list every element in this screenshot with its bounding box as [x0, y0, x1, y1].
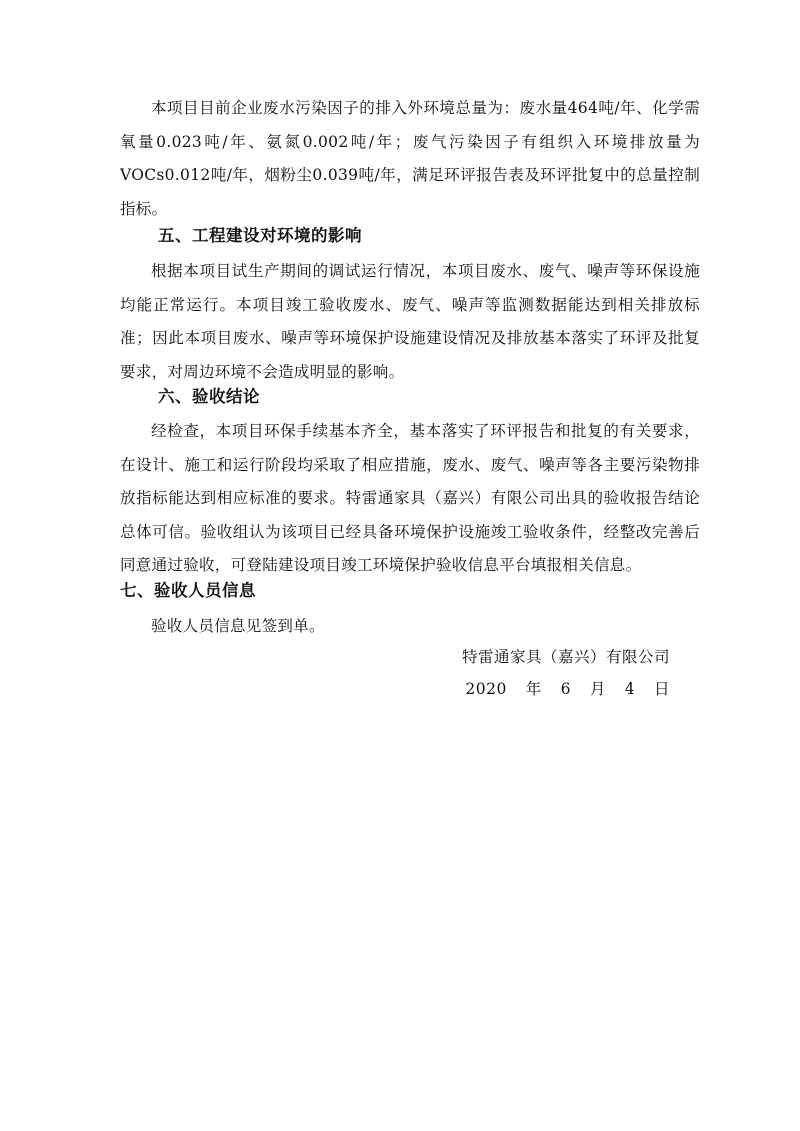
paragraph-emission-totals: 本项目目前企业废水污染因子的排入外环境总量为：废水量464吨/年、化学需氧量0.023吨/年、氨氮0.002吨/年；废气污染因子有组织入环境排放量为VOCs0.012吨/年，烟粉尘0.039吨/年，满足环评报告表及环评批复中的总量控制指标。 — [120, 99, 700, 218]
paragraph-section-5: 根据本项目试生产期间的调试运行情况，本项目废水、废气、噪声等环保设施均能正常运行。本项目竣工验收废水、废气、噪声等监测数据能达到相关排放标准；因此本项目废水、噪声等环境保护设施建设情况及排放基本落实了环评及批复要求，对周边环境不会造成明显的影响。 — [120, 262, 700, 381]
signature-date — [465, 677, 670, 701]
paragraph-section-6: 经检查，本项目环保手续基本齐全，基本落实了环评报告和批复的有关要求，在设计、施工和运行阶段均采取了相应措施，废水、废气、噪声等各主要污染物排放指标能达到相应标准的要求。特雷通家具（嘉兴）有限公司出具的验收报告结论总体可信。验收组认为该项目已经具备环境保护设施竣工验收条件，经整改完善后同意通过验收，可登陆建设项目竣工环境保护验收信息平台填报相关信息。 — [120, 422, 700, 574]
signature-company: 特雷通家具（嘉兴）有限公司 — [461, 648, 670, 666]
date-month: 6 — [560, 680, 571, 698]
section-heading-6: 六、验收结论 — [158, 387, 260, 406]
date-day-unit: 日 — [653, 680, 670, 698]
date-year-unit: 年 — [525, 680, 542, 698]
date-day: 4 — [624, 680, 636, 698]
paragraph-section-7: 验收人员信息见签到单。 — [151, 617, 325, 635]
section-heading-5: 五、工程建设对环境的影响 — [158, 226, 362, 245]
section-heading-7: 七、验收人员信息 — [120, 581, 256, 600]
date-month-unit: 月 — [589, 680, 606, 698]
date-year: 2020 — [465, 680, 507, 698]
